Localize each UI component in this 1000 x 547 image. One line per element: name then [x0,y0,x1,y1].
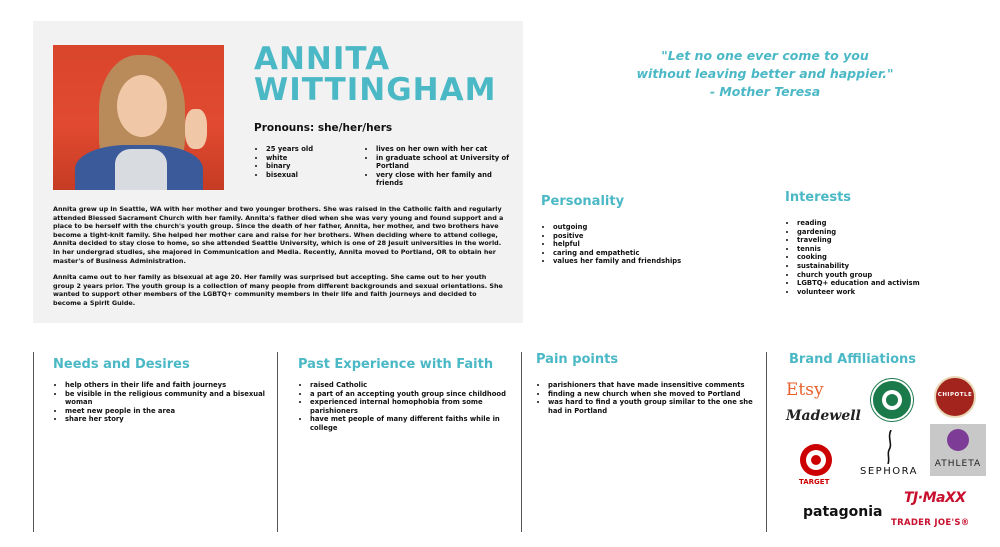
personality-list [541,223,753,266]
needs-item: • meet new people in the area [65,407,270,416]
pain-title: Pain points [536,352,619,367]
pain-item: • finding a new church when she moved to Portland [548,390,758,399]
personality-item: • outgoing [553,223,753,232]
fact-item: • lives on her own with her cat [376,145,516,154]
quote-line: "Let no one ever come to you [661,48,869,63]
faith-list [298,381,510,433]
interest-item: • reading [797,219,997,228]
target-center [811,455,821,465]
personality-item: • positive [553,232,753,241]
fact-item: • 25 years old [266,145,376,154]
interest-item: • LGBTQ+ education and activism [797,279,997,288]
faith-item: • a part of an accepting youth group since childhood [310,390,510,399]
needs-title: Needs and Desires [53,357,190,372]
interests-title: Interests [785,190,852,205]
divider-line [33,352,34,532]
interest-item: • gardening [797,228,997,237]
faith-title: Past Experience with Faith [298,357,494,372]
fact-item: • binary [266,162,376,171]
etsy-logo: Etsy [786,380,824,400]
interest-item: • church youth group [797,271,997,280]
personality-title: Personality [541,194,625,209]
photo-hand-shape [185,109,207,149]
fact-item: • bisexual [266,171,376,180]
persona-name-last: WITTINGHAM [254,72,497,108]
personality-item: • values her family and friendships [553,257,753,266]
bio-paragraph: Annita came out to her family as bisexual at age 20. Her family was surprised but accepting. She came out to her youth group 2 years prior. The youth group is a collection of many people from different backgrounds and sexual orientations. She wanted to support other members of the LGBTQ+ community members in their life and faith journeys and decided to become a Spirit Guide. [53,273,503,307]
pain-item: • was hard to find a youth group similar to the one she had in Portland [548,398,758,415]
starbucks-logo-icon [871,379,913,421]
target-bullseye-icon [800,444,832,476]
quote-attribution: - Mother Teresa [709,84,821,99]
target-logo: TARGET [799,478,830,486]
sephora-flame-icon [886,430,894,464]
quote [620,47,910,101]
persona-name [254,41,497,108]
pain-list [536,381,758,415]
persona-bio [53,205,505,316]
athleta-logo-text: ATHLETA [934,459,982,469]
starbucks-logo-ring [882,390,902,410]
photo-face-shape [117,75,167,137]
needs-item: • help others in their life and faith journeys [65,381,270,390]
personality-item: • caring and empathetic [553,249,753,258]
interest-item: • cooking [797,253,997,262]
interest-item: • traveling [797,236,997,245]
interest-item: • sustainability [797,262,997,271]
interest-item: • tennis [797,245,997,254]
needs-list [53,381,270,424]
quote-line: without leaving better and happier." [636,66,894,81]
starbucks-logo-core [886,394,898,406]
tjmaxx-logo: TJ·MaXX [904,490,966,506]
interests-list [785,219,997,296]
faith-item: • experienced internal homophobia from some parishioners [310,398,510,415]
target-ring [806,450,826,470]
interest-item: • volunteer work [797,288,997,297]
personality-item: • helpful [553,240,753,249]
chipotle-logo [934,376,976,418]
athleta-mark-icon [947,429,969,451]
needs-item: • be visible in the religious community and a bisexual woman [65,390,270,407]
divider-line [766,352,767,532]
traderjoes-logo: TRADER JOE'S® [891,518,970,528]
pain-item: • parishioners that have made insensitive comments [548,381,758,390]
pronouns: Pronouns: she/her/hers [254,122,393,134]
fact-item: • very close with her family and friends [376,171,516,188]
divider-line [521,352,522,532]
faith-item: • have met people of many different faiths while in college [310,415,510,432]
faith-item: • raised Catholic [310,381,510,390]
fact-item: • white [266,154,376,163]
bio-paragraph: Annita grew up in Seattle, WA with her mother and two younger brothers. She was raised in the Catholic faith and regularly attended Blessed Sacrament Church with her family. Annita's father died when she was very young and found support and a place to be herself with the church's youth group. Since the death of her father, Annita, her mother, and two brothers have become a tight-knit family. She helped her mother care and raise for her brothers. When deciding where to attend college, Annita decided to stay close to home, so she attended Seattle University, which is one of 28 Jesuit universities in the world. In her undergrad studies, she majored in Communication and Media. Recently, Annita moved to Portland, OR to obtain her master's of Business Administration. [53,205,504,265]
fact-item: • in graduate school at University of Portland [376,154,516,171]
sephora-logo: SEPHORA [860,466,918,477]
facts-list-2 [364,145,516,188]
madewell-logo: Madewell [786,408,861,424]
facts-list-1 [254,145,376,179]
patagonia-logo: patagonia [803,504,883,520]
photo-shirt-shape [115,149,167,190]
athleta-logo [930,424,986,476]
chipotle-logo-text: CHIPOTLE [937,392,973,398]
profile-photo [53,45,224,190]
brands-title: Brand Affiliations [789,352,917,367]
divider-line [277,352,278,532]
needs-item: • share her story [65,415,270,424]
persona-name-first: ANNITA [254,41,391,77]
